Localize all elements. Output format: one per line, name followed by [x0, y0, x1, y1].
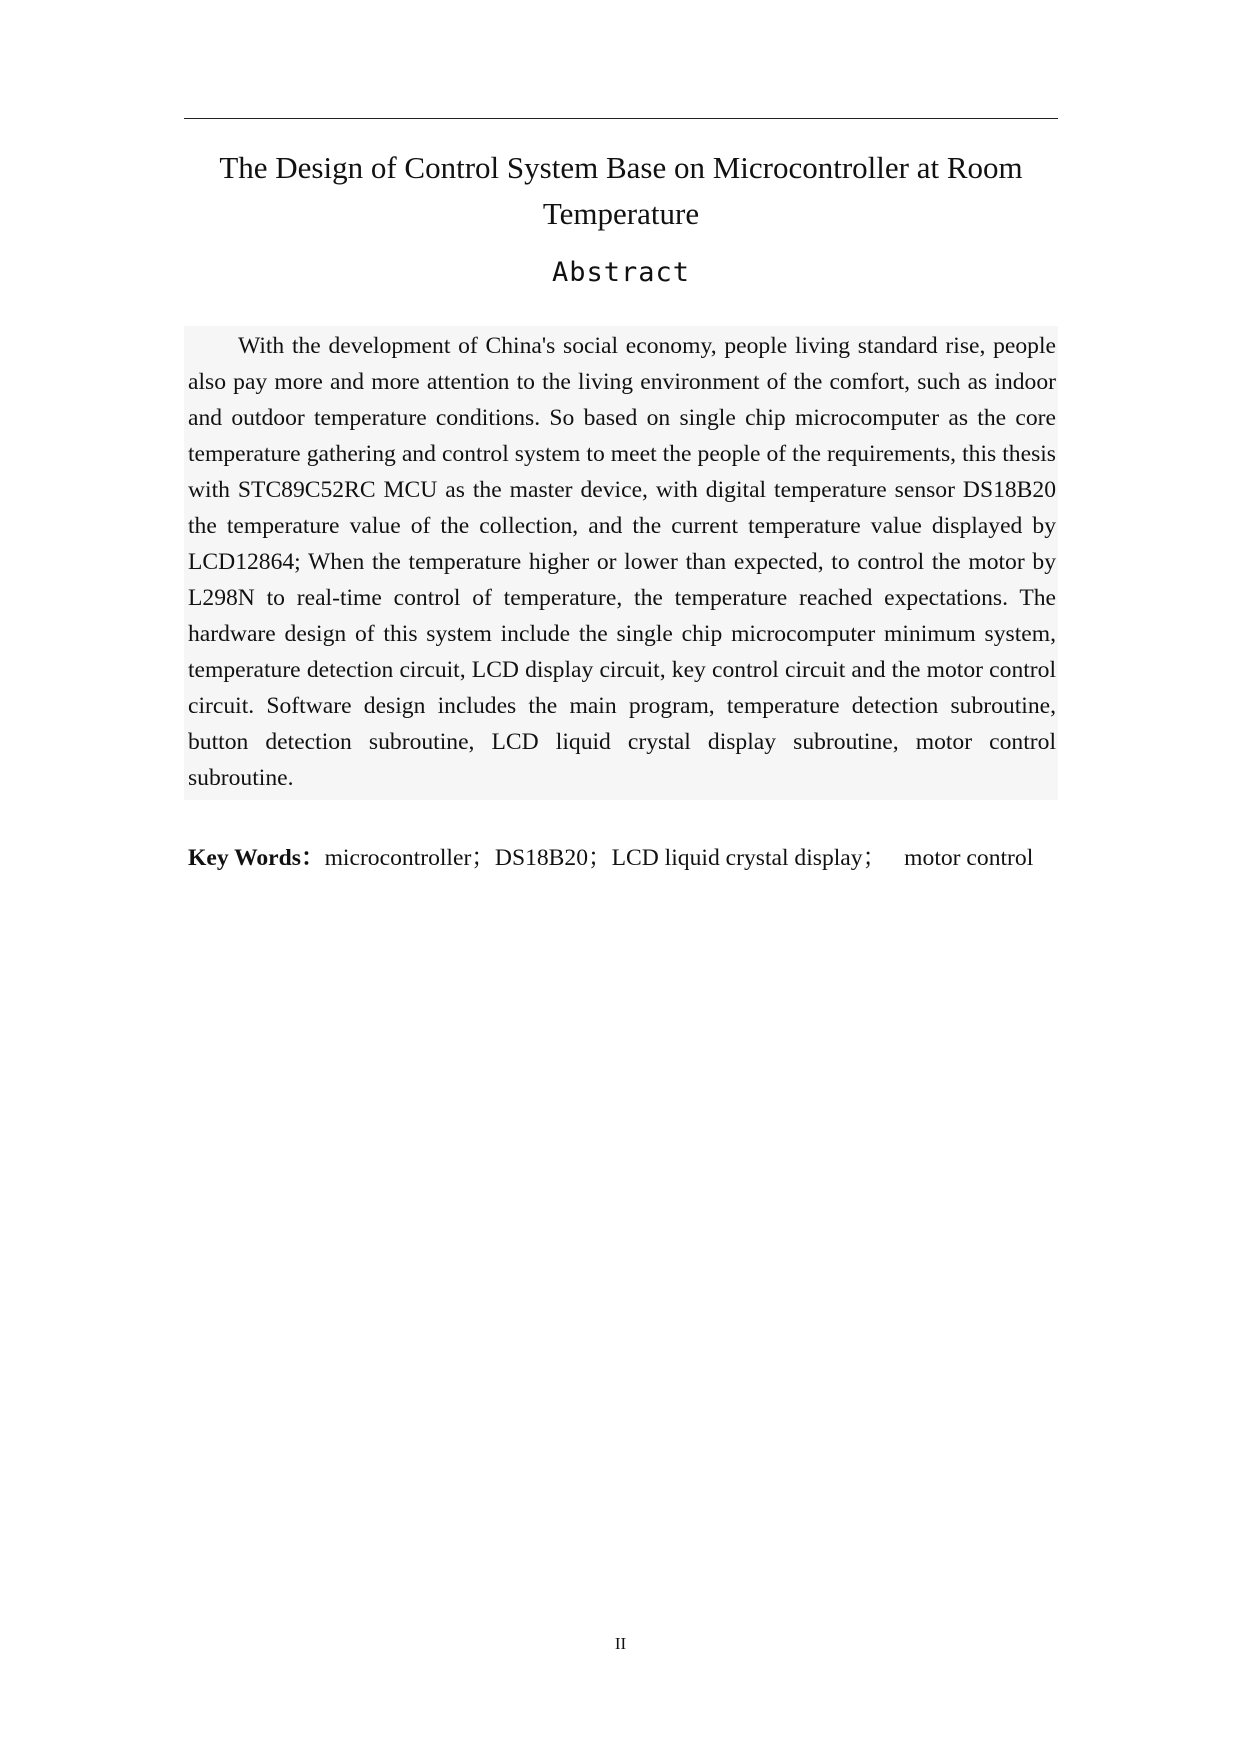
keyword-item: LCD liquid crystal display； — [611, 845, 887, 871]
page-number: II — [614, 1634, 627, 1653]
abstract-heading: Abstract — [551, 257, 691, 288]
header-rule — [184, 118, 1058, 119]
keyword-item: DS18B20； — [494, 845, 612, 871]
keyword-item: microcontroller； — [324, 845, 495, 871]
keywords-line — [188, 840, 1068, 876]
abstract-body: With the development of China's social economy, people living standard rise, people also pay more and more attention to the living environment of the comfort, such as indoor and outdoor temperature conditions. So based on single chip microcomputer as the core temperature gathering and control system to meet the people of the requirements, this thesis with STC89C52RC MCU as the master device, with digital temperature sensor DS18B20 the temperature value of the collection, and the current temperature value displayed by LCD12864; When the temperature higher or lower than expected, to control the motor by L298N to real-time control of temperature, the temperature reached expectations. The hardware design of this system include the single chip microcomputer minimum system, temperature detection circuit, LCD display circuit, key control circuit and the motor control circuit. Software design includes the main program, temperature detection subroutine, button detection subroutine, LCD liquid crystal display subroutine, motor control subroutine. — [184, 326, 1058, 800]
keywords-label: Key Words： — [188, 845, 325, 871]
thesis-title: The Design of Control System Base on Microcontroller at Room Temperature — [219, 150, 1023, 231]
keyword-item: motor control — [904, 845, 1034, 871]
